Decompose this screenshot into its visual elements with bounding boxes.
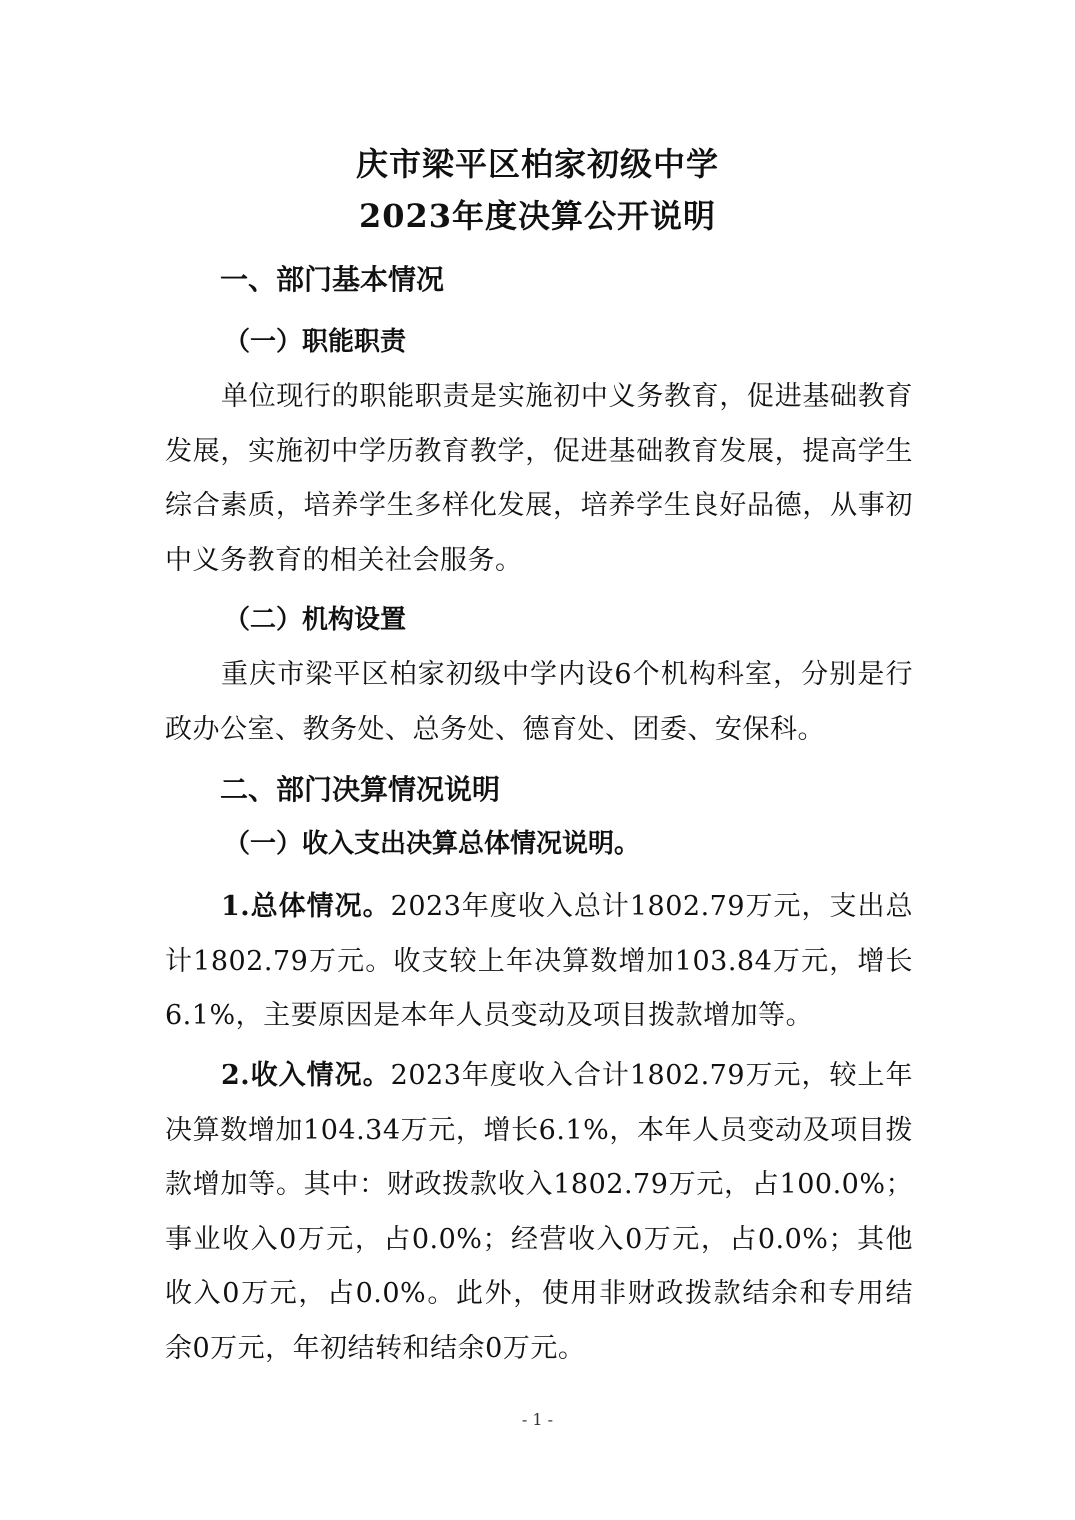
section2-sub1-heading: （一）收入支出决算总体情况说明。: [224, 829, 641, 859]
page-number: - 1 -: [521, 1410, 554, 1429]
overall-situation-lead: 1.总体情况。: [221, 891, 391, 922]
document-title-line1: 庆市梁平区柏家初级中学: [355, 145, 719, 183]
income-situation-paragraph: [165, 1049, 913, 1376]
section2-heading: 二、部门决算情况说明: [220, 773, 501, 806]
duties-paragraph: 单位现行的职能职责是实施初中义务教育，促进基础教育发展，实施初中学历教育教学，促进基础教育发展，提高学生综合素质，培养学生多样化发展，培养学生良好品德，从事初中义务教育的相关社会服务。: [165, 381, 913, 576]
section1-heading: 一、部门基本情况: [220, 263, 445, 296]
organization-paragraph: 重庆市梁平区柏家初级中学内设6个机构科室，分别是行政办公室、教务处、总务处、德育处、团委、安保科。: [165, 659, 913, 745]
section1-sub1-heading: （一）职能职责: [224, 327, 407, 357]
income-situation-text: 2023年度收入合计1802.79万元，较上年决算数增加104.34万元，增长6.1%，本年人员变动及项目拨款增加等。其中：财政拨款收入1802.79万元，占100.0%；事业收入0万元，占0.0%；经营收入0万元，占0.0%；其他收入0万元，占0.0%。此外，使用非财政拨款结余和专用结余0万元，年初结转和结余0万元。: [165, 1060, 913, 1364]
document-title-line2: 2023年度决算公开说明: [358, 197, 717, 235]
overall-situation-text: 2023年度收入总计1802.79万元，支出总计1802.79万元。收支较上年决算数增加103.84万元，增长6.1%，主要原因是本年人员变动及项目拨款增加等。: [165, 891, 913, 1031]
section1-sub2-heading: （二）机构设置: [224, 605, 407, 635]
income-situation-lead: 2.收入情况。: [221, 1060, 391, 1091]
overall-situation-paragraph: [165, 880, 913, 1044]
